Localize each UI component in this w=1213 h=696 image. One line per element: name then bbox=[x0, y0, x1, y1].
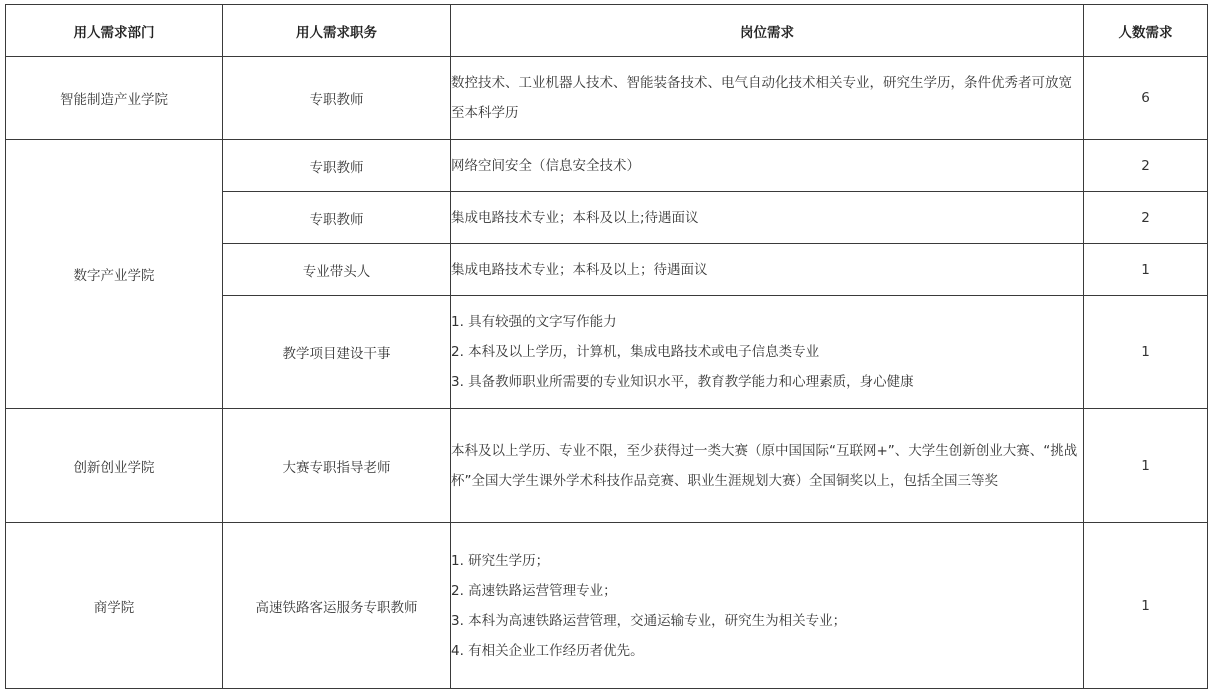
header-row bbox=[6, 5, 1208, 57]
table-row bbox=[6, 140, 1208, 192]
requirement-item: 3. 具备教师职业所需要的专业知识水平，教育教学能力和心理素质，身心健康 bbox=[451, 374, 914, 390]
position-cell: 大赛专职指导老师 bbox=[223, 409, 451, 523]
requirements-cell bbox=[451, 296, 1084, 409]
requirements-cell bbox=[451, 140, 1084, 192]
department-cell: 数字产业学院 bbox=[6, 140, 223, 409]
department-cell: 商学院 bbox=[6, 523, 223, 689]
requirement-item: 1. 具有较强的文字写作能力 bbox=[451, 314, 617, 330]
position-cell: 专职教师 bbox=[223, 192, 451, 244]
requirement-item: 1. 研究生学历； bbox=[451, 552, 550, 569]
header-department: 用人需求部门 bbox=[6, 5, 223, 57]
position-cell: 专职教师 bbox=[223, 140, 451, 192]
requirements-cell bbox=[451, 57, 1084, 140]
count-cell: 2 bbox=[1084, 192, 1208, 244]
requirements-cell bbox=[451, 244, 1084, 296]
count-cell: 1 bbox=[1084, 244, 1208, 296]
count-cell: 1 bbox=[1084, 409, 1208, 523]
position-cell: 教学项目建设干事 bbox=[223, 296, 451, 409]
header-position: 用人需求职务 bbox=[223, 5, 451, 57]
position-cell: 高速铁路客运服务专职教师 bbox=[223, 523, 451, 689]
requirements-cell bbox=[451, 523, 1084, 689]
department-cell: 智能制造产业学院 bbox=[6, 57, 223, 140]
requirement-text: 数控技术、工业机器人技术、智能装备技术、电气自动化技术相关专业，研究生学历，条件优秀者可放宽至本科学历 bbox=[451, 75, 1072, 121]
requirements-cell bbox=[451, 192, 1084, 244]
requirement-item: 3. 本科为高速铁路运营管理，交通运输专业，研究生为相关专业； bbox=[451, 612, 847, 629]
requirement-text: 网络空间安全（信息安全技术） bbox=[451, 157, 640, 174]
table-row bbox=[6, 409, 1208, 523]
table-row bbox=[6, 523, 1208, 689]
page bbox=[5, 4, 1208, 689]
requirement-text: 本科及以上学历、专业不限，至少获得过一类大赛（原中国国际“互联网+”、大学生创新创业大赛、“挑战杯”全国大学生课外学术科技作品竞赛、职业生涯规划大赛）全国铜奖以上，包括全国三等奖 bbox=[451, 442, 1078, 489]
header-count: 人数需求 bbox=[1084, 5, 1208, 57]
count-cell: 1 bbox=[1084, 296, 1208, 409]
requirement-text: 集成电路技术专业；本科及以上；待遇面议 bbox=[451, 261, 708, 278]
requirement-item: 4. 有相关企业工作经历者优先。 bbox=[451, 642, 644, 659]
count-cell: 2 bbox=[1084, 140, 1208, 192]
requirement-item: 2. 本科及以上学历，计算机，集成电路技术或电子信息类专业 bbox=[451, 344, 820, 360]
recruitment-table bbox=[5, 4, 1208, 689]
position-cell: 专业带头人 bbox=[223, 244, 451, 296]
header-requirements: 岗位需求 bbox=[451, 5, 1084, 57]
requirement-item: 2. 高速铁路运营管理专业； bbox=[451, 582, 617, 599]
requirements-cell bbox=[451, 409, 1084, 523]
requirement-text: 集成电路技术专业；本科及以上;待遇面议 bbox=[451, 209, 699, 226]
count-cell: 1 bbox=[1084, 523, 1208, 689]
count-cell: 6 bbox=[1084, 57, 1208, 140]
position-cell: 专职教师 bbox=[223, 57, 451, 140]
table-row bbox=[6, 57, 1208, 140]
department-cell: 创新创业学院 bbox=[6, 409, 223, 523]
